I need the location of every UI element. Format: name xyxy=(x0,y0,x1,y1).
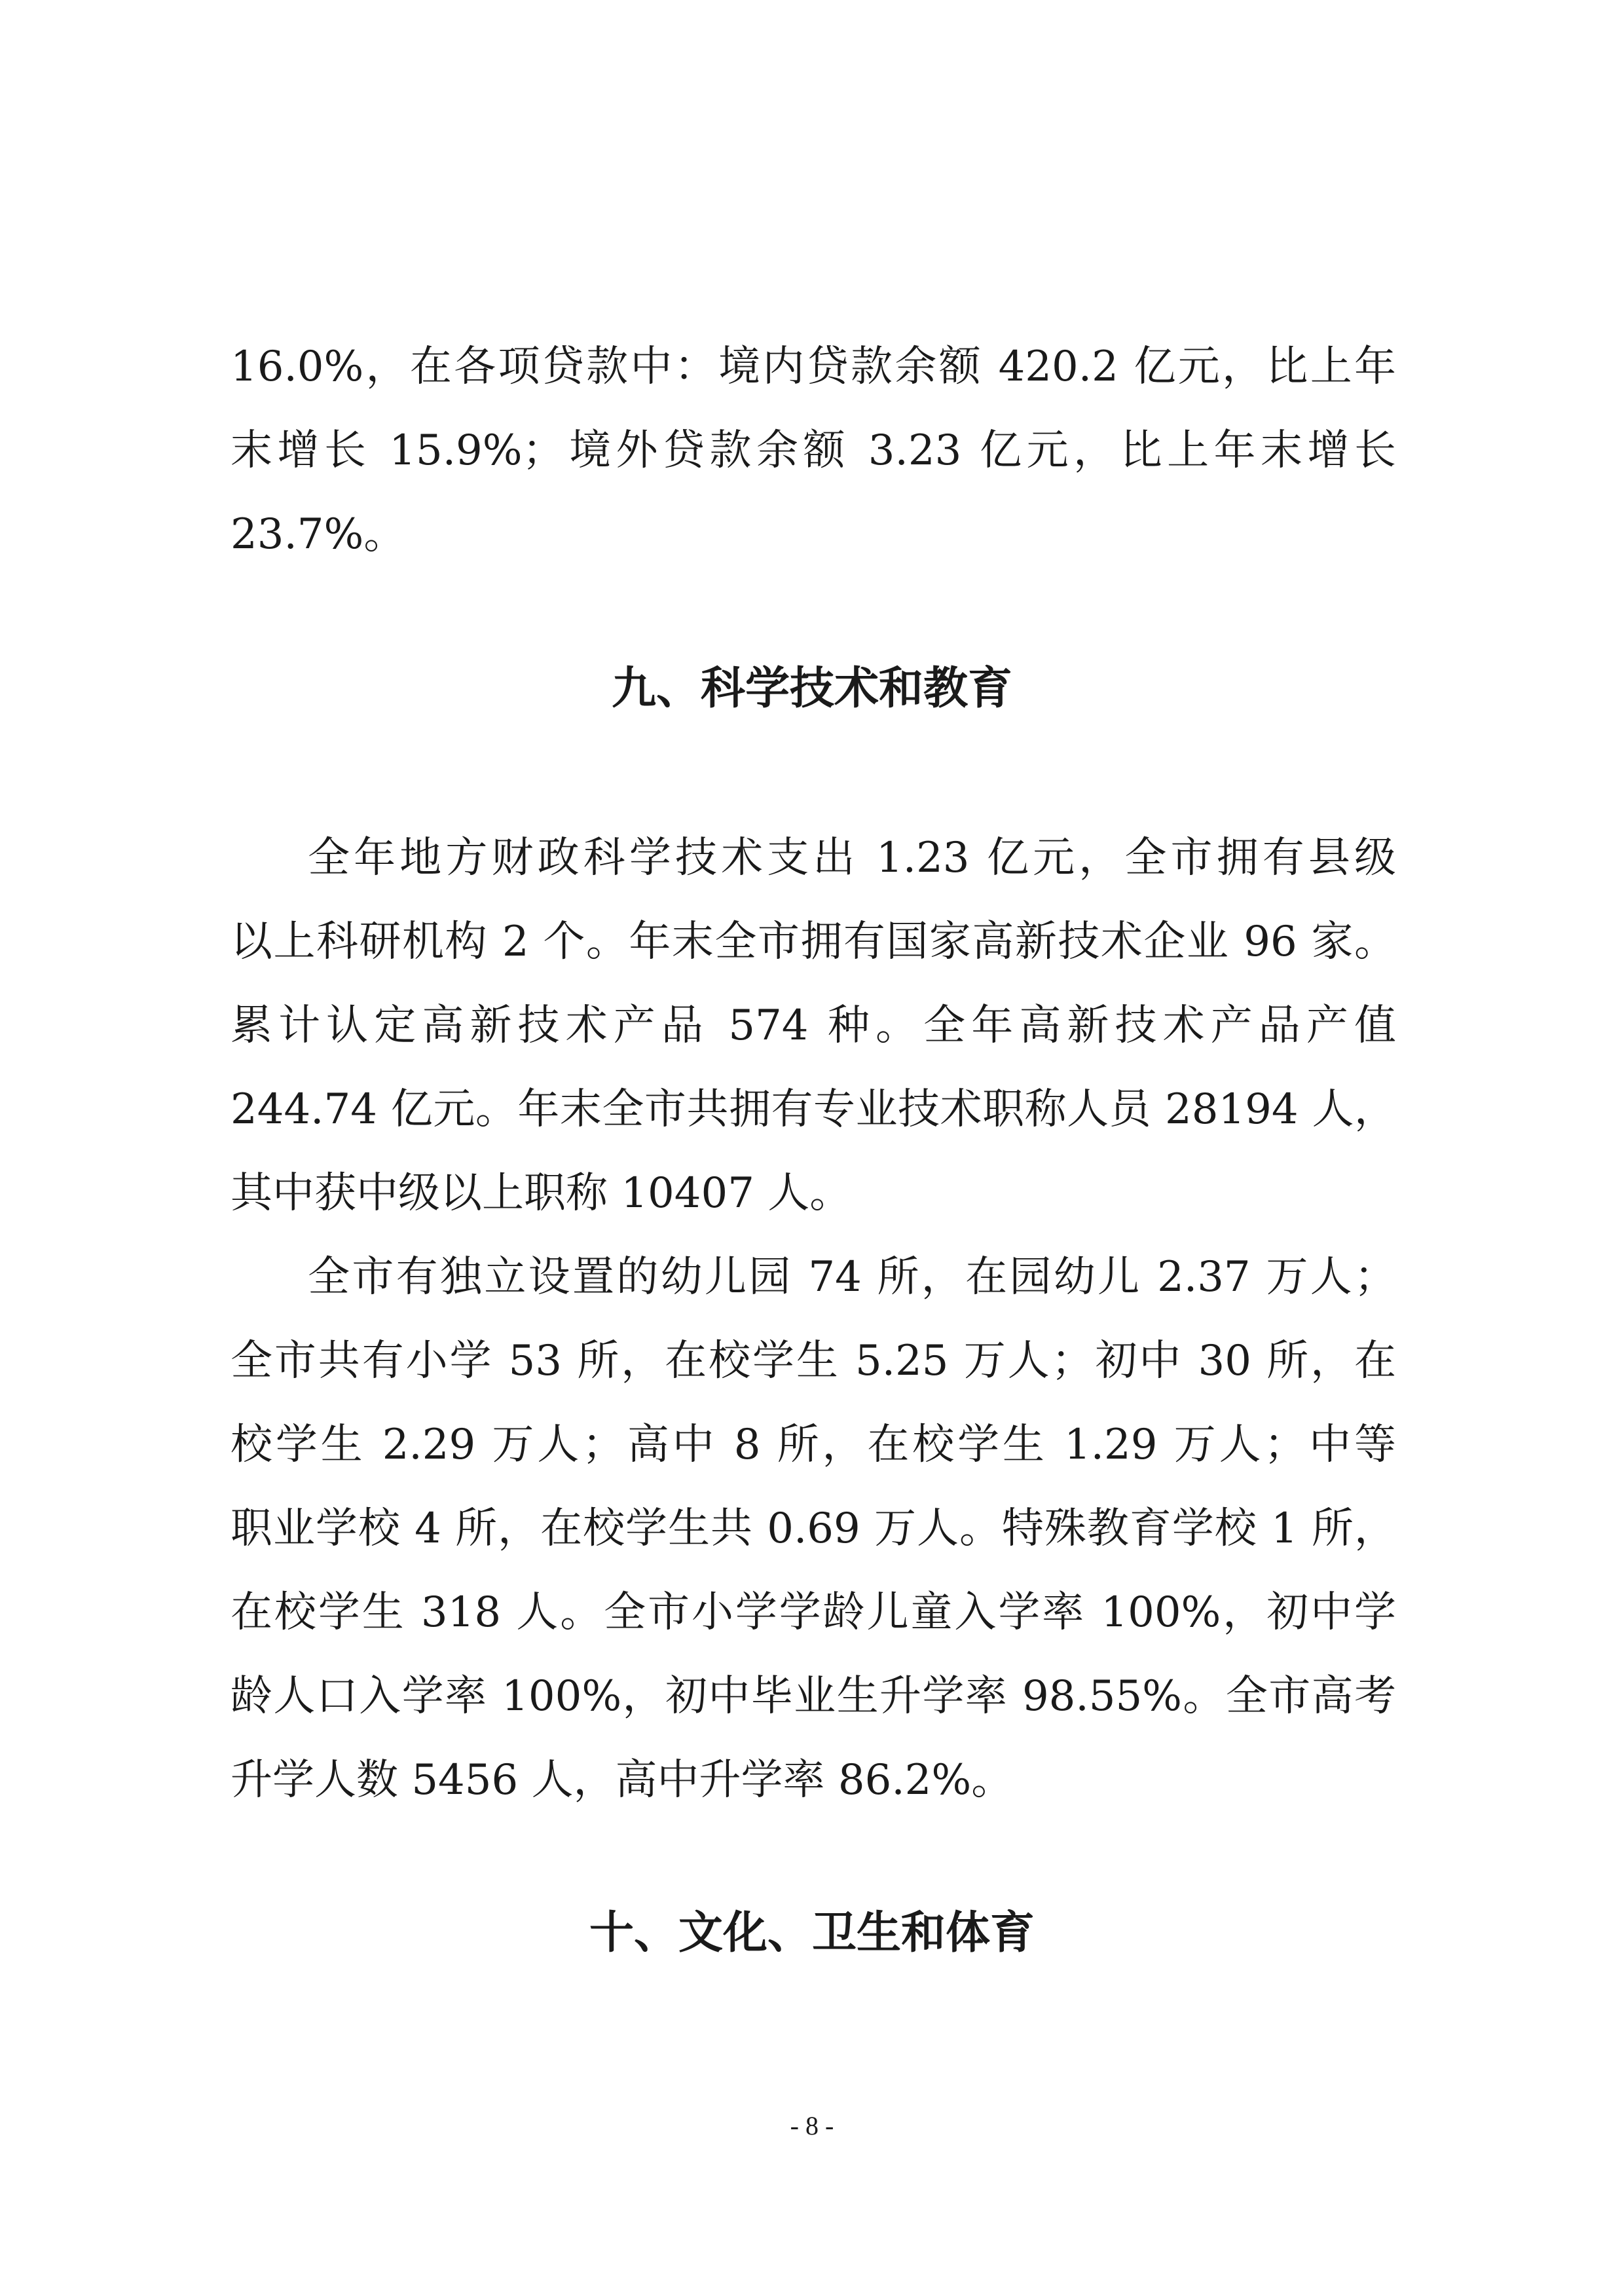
section-10-title: 十、文化、卫生和体育 xyxy=(589,1907,1035,1959)
para-top-line-3: 23.7%。 xyxy=(231,510,406,559)
para-education-line-5: 在校学生 318 人。全市小学学龄儿童入学率 100%，初中学 xyxy=(231,1588,1396,1637)
section-9-title: 九、科学技术和教育 xyxy=(611,663,1012,715)
para-education-line-7: 升学人数 5456 人，高中升学率 86.2%。 xyxy=(231,1756,1014,1804)
para-top-line-2: 末增长 15.9%；境外贷款余额 3.23 亿元，比上年末增长 xyxy=(231,426,1396,475)
page-number: - 8 - xyxy=(790,2111,834,2140)
para-education-line-1: 全市有独立设置的幼儿园 74 所，在园幼儿 2.37 万人； xyxy=(308,1253,1396,1301)
para-top-line-1: 16.0%，在各项贷款中：境内贷款余额 420.2 亿元，比上年 xyxy=(231,343,1396,391)
para-education-line-4: 职业学校 4 所，在校学生共 0.69 万人。特殊教育学校 1 所， xyxy=(231,1504,1396,1553)
para-science-line-5: 其中获中级以上职称 10407 人。 xyxy=(231,1169,852,1218)
para-education-line-6: 龄人口入学率 100%，初中毕业生升学率 98.55%。全市高考 xyxy=(231,1672,1396,1721)
para-science-line-4: 244.74 亿元。年末全市共拥有专业技术职称人员 28194 人， xyxy=(231,1085,1396,1134)
para-science-line-1: 全年地方财政科学技术支出 1.23 亿元，全市拥有县级 xyxy=(308,834,1396,882)
para-education-line-2: 全市共有小学 53 所，在校学生 5.25 万人；初中 30 所，在 xyxy=(231,1337,1396,1385)
para-science-line-3: 累计认定高新技术产品 574 种。全年高新技术产品产值 xyxy=(231,1001,1396,1050)
para-education-line-3: 校学生 2.29 万人；高中 8 所，在校学生 1.29 万人；中等 xyxy=(231,1421,1396,1469)
para-science-line-2: 以上科研机构 2 个。年末全市拥有国家高新技术企业 96 家。 xyxy=(231,918,1396,966)
